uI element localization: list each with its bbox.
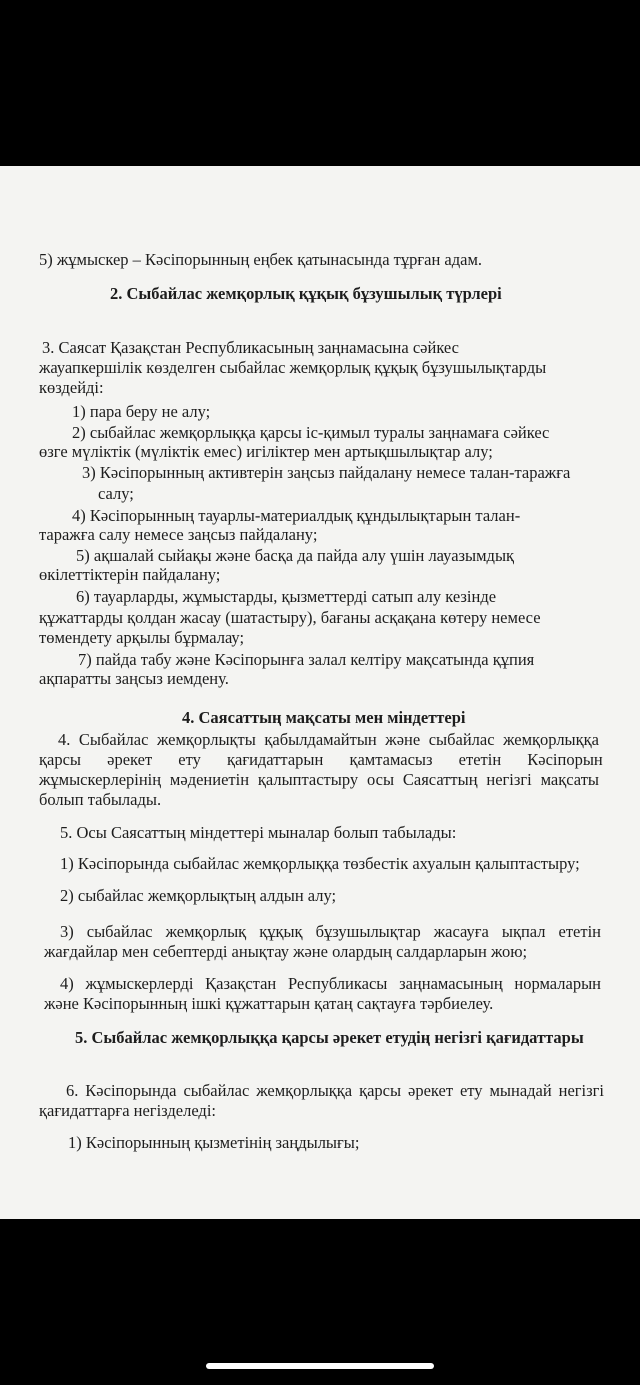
list-item-6-line-3: төмендету арқылы бұрмалау; [39,628,245,647]
paragraph-3-line-1: 3. Саясат Қазақстан Республикасының заңнамасына сәйкес [42,338,459,357]
paragraph-6-line-1: 6. Кәсіпорында сыбайлас жемқорлыққа қарсы әрекет ету мынадай негізгі [66,1081,604,1100]
section-heading-2: 2. Сыбайлас жемқорлық құқық бұзушылық түрлері [110,284,502,303]
task-item-3-line-2: жағдайлар мен себептерді анықтау және олардың салдарларын жою; [44,942,528,961]
home-indicator[interactable] [206,1363,434,1369]
list-item-1: 1) пара беру не алу; [72,402,211,421]
paragraph-5: 5. Осы Саясаттың міндеттері мыналар болып табылады: [60,823,457,842]
paragraph-4-line-3: жұмыскерлерінің мәдениетін қалыптастыру осы Саясаттың негізгі мақсаты [39,770,599,789]
list-item-4-line-2: таражға салу немесе заңсыз пайдалану; [39,525,318,544]
paragraph-6-line-2: қағидаттарға негізделеді: [39,1101,216,1120]
section-heading-4: 4. Саясаттың мақсаты мен міндеттері [182,708,466,727]
list-item-2-line-1: 2) сыбайлас жемқорлыққа қарсы іс-қимыл туралы заңнамаға сәйкес [72,423,550,442]
document-page [0,166,640,1219]
paragraph-3-line-3: көздейді: [39,378,104,397]
list-item-2-line-2: өзге мүліктік (мүліктік емес) игіліктер мен артықшылықтар алу; [39,442,493,461]
list-item-3-line-2: салу; [98,484,134,503]
task-item-2: 2) сыбайлас жемқорлықтың алдын алу; [60,886,337,905]
paragraph-4-line-2: қарсы әрекет ету қағидаттарын қамтамасыз ететін Кәсіпорын [39,750,603,769]
list-item-7-line-2: ақпаратты заңсыз иемдену. [39,669,229,688]
list-item-5-line-2: өкілеттіктерін пайдалану; [39,565,221,584]
paragraph-4-line-4: болып табылады. [39,790,162,809]
task-item-4-line-2: және Кәсіпорынның ішкі құжаттарын қатаң сақтауға тәрбиелеу. [44,994,494,1013]
section-heading-5: 5. Сыбайлас жемқорлыққа қарсы әрекет етудің негізгі қағидаттары [75,1028,584,1047]
list-item-6-line-2: құжаттарды қолдан жасау (шатастыру), бағаны асқақана көтеру немесе [39,608,541,627]
list-item-3-line-1: 3) Кәсіпорынның активтерін заңсыз пайдалану немесе талан-таражға [82,463,571,482]
paragraph-3-line-2: жауапкершілік көзделген сыбайлас жемқорлық құқық бұзушылықтарды [39,358,547,377]
task-item-1: 1) Кәсіпорында сыбайлас жемқорлыққа төзбестік ахуалын қалыптастыру; [60,854,580,873]
definition-item-5: 5) жұмыскер – Кәсіпорынның еңбек қатынасында тұрған адам. [39,250,483,269]
principle-item-1: 1) Кәсіпорынның қызметінің заңдылығы; [68,1133,360,1152]
list-item-7-line-1: 7) пайда табу және Кәсіпорынға залал келтіру мақсатында құпия [78,650,535,669]
list-item-4-line-1: 4) Кәсіпорынның тауарлы-материалдық құндылықтарын талан- [72,506,521,525]
list-item-5-line-1: 5) ақшалай сыйақы және басқа да пайда алу үшін лауазымдық [76,546,515,565]
task-item-4-line-1: 4) жұмыскерлерді Қазақстан Республикасы заңнамасының нормаларын [60,974,601,993]
task-item-3-line-1: 3) сыбайлас жемқорлық құқық бұзушылықтар жасауға ықпал ететін [60,922,601,941]
paragraph-4-line-1: 4. Сыбайлас жемқорлықты қабылдамайтын және сыбайлас жемқорлыққа [58,730,599,749]
list-item-6-line-1: 6) тауарларды, жұмыстарды, қызметтерді сатып алу кезінде [76,587,497,606]
